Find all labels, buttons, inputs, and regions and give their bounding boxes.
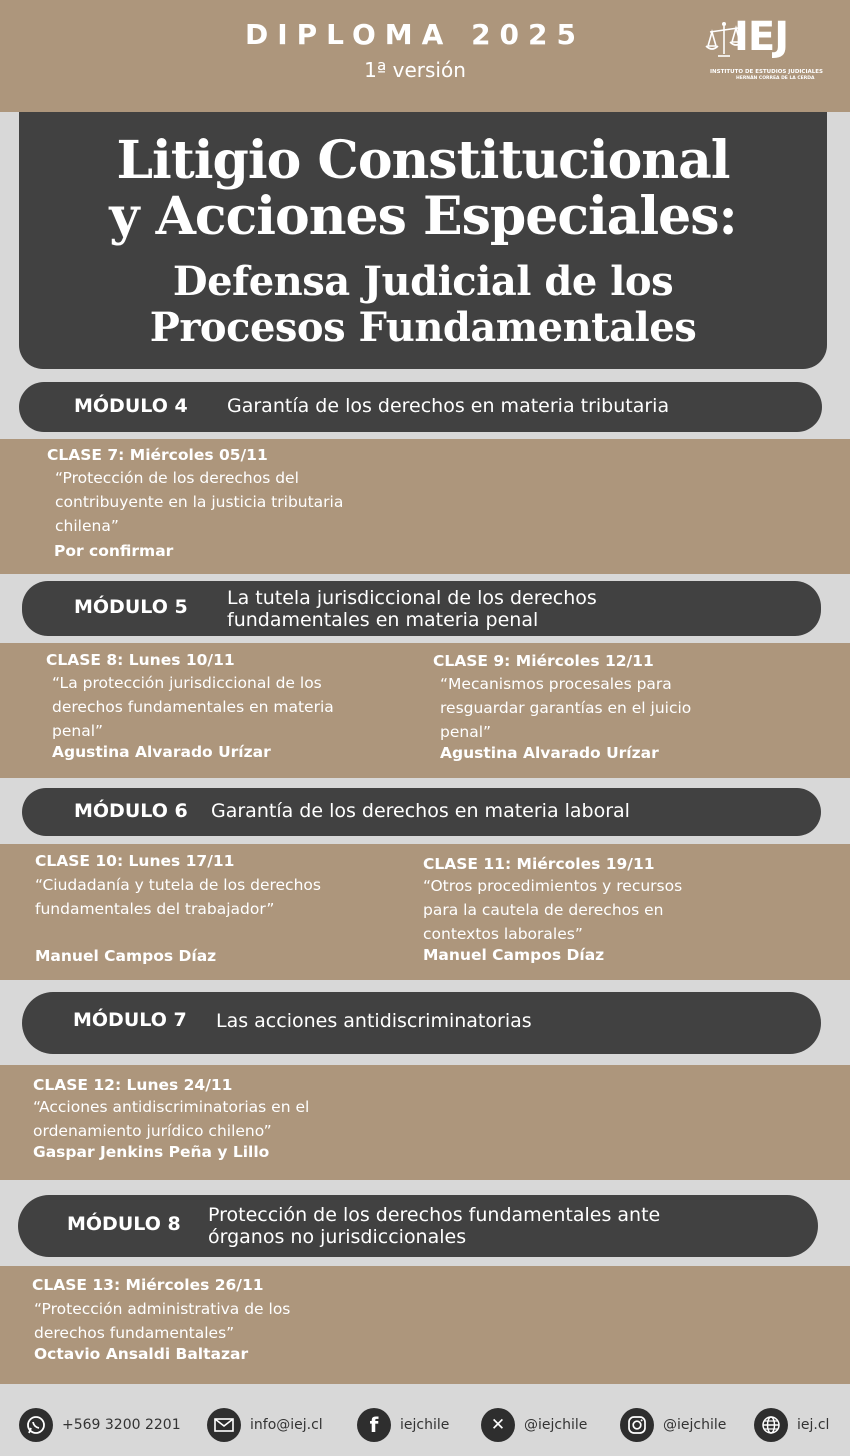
footer-website-text: iej.cl — [797, 1417, 830, 1433]
class-header: CLASE 8: Lunes 10/11 — [46, 651, 235, 669]
class-header: CLASE 9: Miércoles 12/11 — [433, 652, 654, 670]
footer-x[interactable] — [481, 1408, 587, 1442]
footer-email-text: info@iej.cl — [250, 1417, 323, 1433]
class-card — [33, 1076, 363, 1161]
title-line-2: y Acciones Especiales: — [109, 186, 737, 247]
logo-subtitle-2: HERNÁN CORREA DE LA CERDA — [736, 76, 815, 81]
module-title: Protección de los derechos fundamentales ante órganos no jurisdiccionales — [208, 1204, 661, 1248]
diploma-title: DIPLOMA 2025 — [244, 18, 586, 51]
class-description: “La protección jurisdiccional de los derechos fundamentales en materia penal” — [52, 674, 334, 740]
footer-email[interactable] — [207, 1408, 323, 1442]
class-card — [433, 652, 763, 762]
class-speaker: Agustina Alvarado Urízar — [52, 743, 271, 761]
footer-facebook-text: iejchile — [400, 1417, 450, 1433]
class-speaker: Manuel Campos Díaz — [423, 946, 605, 964]
module-label: MÓDULO 4 — [74, 395, 188, 417]
class-speaker: Por confirmar — [54, 542, 174, 560]
whatsapp-icon — [19, 1408, 53, 1442]
class-header: CLASE 7: Miércoles 05/11 — [47, 446, 268, 464]
class-description: “Otros procedimientos y recursos para la cautela de derechos en contextos laborales” — [423, 877, 683, 943]
module-4-header — [19, 382, 822, 432]
footer-instagram-text: @iejchile — [663, 1417, 727, 1433]
module-label: MÓDULO 6 — [74, 800, 188, 822]
module-7-header — [22, 992, 821, 1054]
version-label: 1ª versión — [364, 58, 466, 82]
class-header: CLASE 11: Miércoles 19/11 — [423, 855, 655, 873]
globe-icon — [754, 1408, 788, 1442]
class-speaker: Agustina Alvarado Urízar — [440, 744, 659, 762]
footer-x-text: @iejchile — [524, 1417, 588, 1433]
title-line-4: Procesos Fundamentales — [149, 304, 697, 351]
class-speaker: Octavio Ansaldi Baltazar — [34, 1345, 249, 1363]
title-line-1: Litigio Constitucional — [116, 130, 730, 191]
footer-instagram[interactable] — [620, 1408, 726, 1442]
class-header: CLASE 10: Lunes 17/11 — [35, 852, 235, 870]
facebook-icon: f — [357, 1408, 391, 1442]
class-card — [35, 852, 365, 965]
module-6-header — [22, 788, 821, 836]
footer-website[interactable] — [754, 1408, 829, 1442]
module-label: MÓDULO 5 — [74, 596, 188, 618]
x-icon: ✕ — [481, 1408, 515, 1442]
class-description: “Protección de los derechos del contribuyente en la justicia tributaria chilena” — [55, 469, 344, 535]
class-card — [32, 1276, 362, 1363]
class-speaker: Gaspar Jenkins Peña y Lillo — [33, 1143, 270, 1161]
mail-icon — [207, 1408, 241, 1442]
class-card — [423, 855, 753, 964]
class-description: “Ciudadanía y tutela de los derechos fundamentales del trabajador” — [35, 876, 321, 918]
logo-subtitle: INSTITUTO DE ESTUDIOS JUDICIALES — [710, 69, 823, 75]
footer-whatsapp[interactable] — [19, 1408, 181, 1442]
module-label: MÓDULO 7 — [73, 1009, 187, 1031]
class-description: “Acciones antidiscriminatorias en el ordenamiento jurídico chileno” — [33, 1098, 310, 1140]
module-5-header — [22, 581, 821, 636]
class-header: CLASE 12: Lunes 24/11 — [33, 1076, 233, 1094]
class-description: “Mecanismos procesales para resguardar garantías en el juicio penal” — [440, 675, 692, 741]
class-card — [47, 446, 377, 560]
footer-phone: +569 3200 2201 — [62, 1417, 181, 1433]
class-card — [46, 651, 376, 761]
class-speaker: Manuel Campos Díaz — [35, 947, 217, 965]
module-title: Garantía de los derechos en materia laboral — [211, 800, 630, 822]
module-title: Las acciones antidiscriminatorias — [216, 1010, 532, 1032]
module-label: MÓDULO 8 — [67, 1213, 181, 1235]
instagram-icon — [620, 1408, 654, 1442]
logo-text: IEJ — [734, 14, 789, 60]
class-description: “Protección administrativa de los derechos fundamentales” — [34, 1300, 291, 1342]
class-header: CLASE 13: Miércoles 26/11 — [32, 1276, 264, 1294]
title-line-3: Defensa Judicial de los — [172, 258, 674, 305]
module-title: Garantía de los derechos en materia tributaria — [227, 395, 670, 417]
module-8-header — [18, 1195, 818, 1257]
footer-facebook[interactable] — [357, 1408, 449, 1442]
module-title: La tutela jurisdiccional de los derechos fundamentales en materia penal — [227, 587, 597, 631]
course-title-box — [19, 112, 827, 369]
